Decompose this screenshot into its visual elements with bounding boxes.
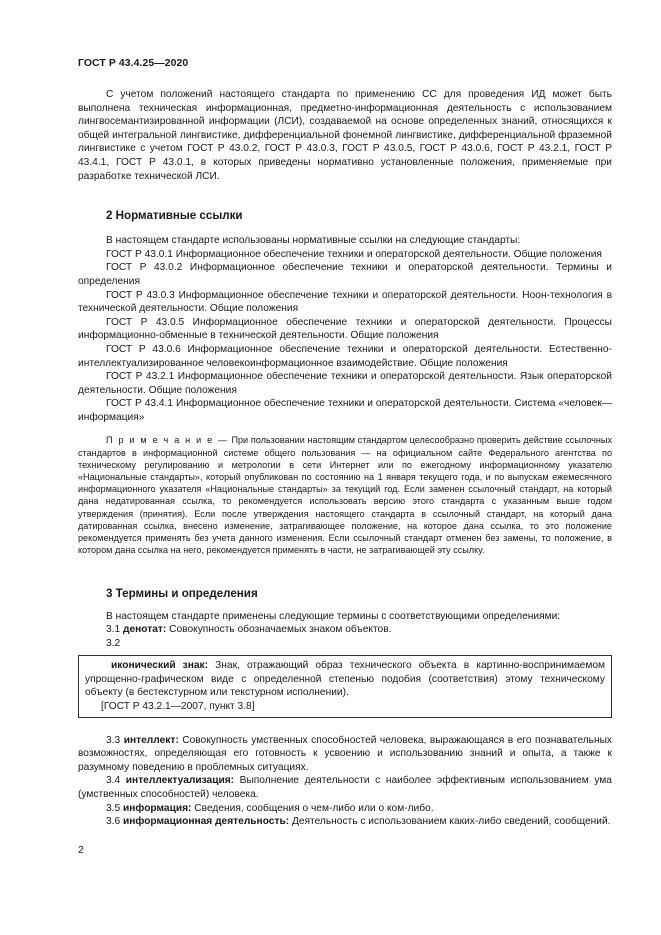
term-number: 3.6 [106,816,121,828]
intro-paragraph: С учетом положений настоящего стандарта по применению СС для проведения ИД может быть выполнена техническая информационная, предметно-информационная деятельность с использованием лингвосемантизированной информации (ЛСИ), создаваемой на основе определенных знаний, относящихся к общей интегральной лингвистике, дифференциальной фонемной лингвистике, дифференциальной фраземной лингвистике с учетом ГОСТ Р 43.0.2, ГОСТ Р 43.0.3, ГОСТ Р 43.0.5, ГОСТ Р 43.0.6, ГОСТ Р 43.2.1, ГОСТ Р 43.4.1, ГОСТ Р 43.0.1, в которых приведены нормативно установленные положения, применяемые при разработке технической ЛСИ. [78,89,612,182]
term-name: денотат: [123,624,167,636]
term-source: [ГОСТ Р 43.2.1—2007, пункт 3.8] [101,701,255,713]
section-2-title: 2 Нормативные ссылки [106,209,243,223]
term-3-2 [85,659,605,700]
ref-item: ГОСТ Р 43.0.6 Информационное обеспечение техники и операторской деятельности. Естественно-интеллектуализированное человекоинформационное взаимодействие. Общие положения [78,343,612,369]
ref-item: ГОСТ Р 43.4.1 Информационное обеспечение техники и операторской деятельности. Система «человек—информация» [78,398,612,423]
term-3-2-box [78,655,612,717]
term-number: 3.4 [106,775,121,787]
ref-item: ГОСТ Р 43.2.1 Информационное обеспечение техники и операторской деятельности. Язык операторской деятельности. Общие положения [78,371,612,396]
term-number: 3.3 [106,734,121,746]
term-definition: Совокупность обозначаемых знаком объектов. [169,624,392,636]
term-definition: Выполнение деятельности с наиболее эффективным использованием ума (умственных способностей) человека. [78,775,612,801]
document-code-header: ГОСТ Р 43.4.25—2020 [78,58,189,69]
term-3-4 [78,774,612,801]
note-label: П р и м е ч а н и е — [106,435,229,446]
term-number: 3.1 [106,624,121,636]
term-3-6 [78,815,612,829]
term-definition: Сведения, сообщения о чем-либо или о ком-либо. [194,802,434,814]
term-name: интеллектуализация: [125,775,235,787]
term-number: 3.5 [106,802,121,814]
section-3-lead: В настоящем стандарте применены следующие термины с соответствующими определениями: [106,610,561,622]
term-name: информация: [123,802,192,814]
term-definition: Совокупность умственных способностей человека, выражающаяся в его познавательных возможностях, определяющая его готовность к усвоению и использованию знаний и опыта, а также к разумному поведению в проблемных ситуациях. [78,734,612,773]
term-3-1 [78,623,612,637]
page-number: 2 [78,845,84,856]
ref-item: ГОСТ Р 43.0.2 Информационное обеспечение техники и операторской деятельности. Термины и определения [78,262,612,287]
term-definition: Деятельность с использованием каких-либо сведений, сообщений. [291,816,611,828]
term-name: интеллект: [123,734,179,746]
note-text: При пользовании настоящим стандартом целесообразно проверить действие ссылочных стандартов в информационной системе общего пользования — на официальном сайте Федерального агентства по техническому регулированию и метрологии в сети Интернет или по ежегодному информационному указателю «Национальные стандарты», который опубликован по состоянию на 1 января текущего года, и по выпускам ежемесячного информационного указателя «Национальные стандарты» за текущий год. Если заменен ссылочный стандарт, на который дана недатированная ссылка, то рекомендуется использовать версию этого стандарта с указанным выше годом утверждения (принятия). Если после утверждения настоящего стандарта в ссылочный стандарт, на который дана датированная ссылка, внесено изменение, затрагивающее положение, на которое дана ссылка, то это положение рекомендуется применять без учета данного изменения. Если ссылочный стандарт отменен без замены, то положение, в котором дана ссылка на него, рекомендуется применять в части, не затрагивающей эту ссылку. [78,435,612,556]
term-name: иконический знак: [111,660,209,672]
note-paragraph [78,434,612,556]
page-content [78,88,612,829]
ref-item: ГОСТ Р 43.0.5 Информационное обеспечение техники и операторской деятельности. Процессы информационно-обменные в технической деятельности. Общие положения [78,316,612,342]
term-name: информационная деятельность: [123,816,290,828]
section-3-title: 3 Термины и определения [106,586,258,600]
term-definition: Знак, отражающий образ технического объекта в картинно-воспринимаемом упрощенно-графическом виде с определенной степенью подобия (соответствия) этому техническому объекту (в бестекстурном или текстурном исполнении). [85,660,605,699]
ref-item: ГОСТ Р 43.0.1 Информационное обеспечение техники и операторской деятельности. Общие положения [106,248,602,260]
term-3-2-number: 3.2 [106,637,121,649]
term-3-5 [78,802,612,816]
term-3-3 [78,734,612,775]
ref-item: ГОСТ Р 43.0.3 Информационное обеспечение техники и операторской деятельности. Ноон-технология в технической деятельности. Общие положения [78,289,612,315]
section-2-lead: В настоящем стандарте использованы нормативные ссылки на следующие стандарты: [106,235,521,247]
